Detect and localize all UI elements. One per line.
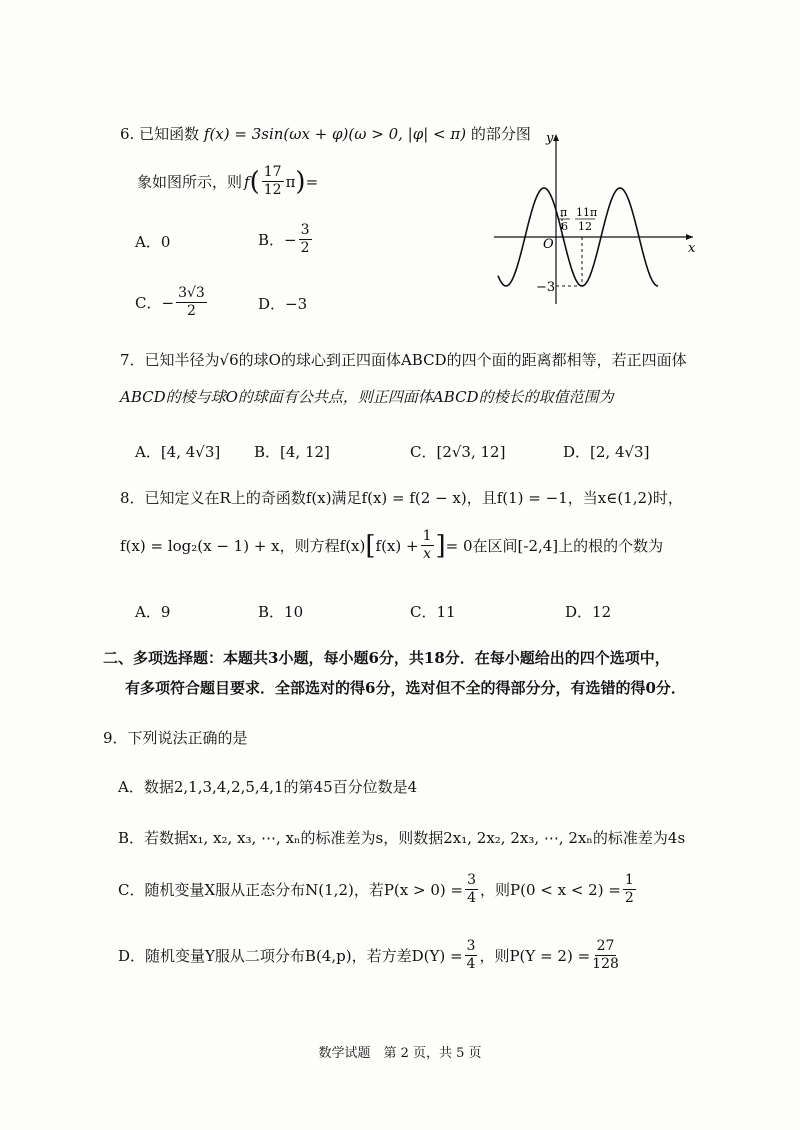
q8-option-d: D．12: [565, 603, 612, 621]
page-footer: 数学试题 第 2 页，共 5 页: [318, 1046, 482, 1061]
q8-stem-line2: f(x) = log₂(x − 1) + x，则方程f(x) [ f(x) + $\frac{1}{x}$ ] = 0在区间[-2,4]上的根的个数为: [120, 528, 664, 562]
section2-heading-line1: 二、多项选择题：本题共3小题，每小题6分，共18分．在每小题给出的四个选项中，: [103, 649, 670, 667]
q9-stem: 9．下列说法正确的是: [103, 729, 248, 747]
pi6-num: π: [560, 206, 568, 219]
y-label: y: [546, 131, 554, 146]
q9-option-c: C．随机变量X服从正态分布N(1,2)，若P(x > 0) = $\frac{3}{4}$ ，则P(0 < x < 2) = $\frac{1}{2}$: [118, 872, 634, 906]
q6-fraction: $\frac{17}{12}$: [263, 164, 282, 198]
q8-option-a: A．9: [135, 603, 171, 621]
q7-option-a: A．[4, 4√3]: [135, 443, 221, 461]
q6-option-b: B． − $\frac{3}{2}$: [258, 222, 310, 256]
q6-option-a: A．0: [135, 233, 171, 251]
q8-option-c: C．11: [410, 603, 456, 621]
x-label: x: [688, 241, 696, 256]
q6-sine-graph: [488, 128, 700, 310]
origin-label: O: [543, 237, 554, 252]
q7-option-d: D．[2, 4√3]: [563, 443, 650, 461]
neg3-label: −3: [536, 280, 556, 295]
q8-option-b: B．10: [258, 603, 304, 621]
q9-option-a: A．数据2,1,3,4,2,5,4,1的第45百分位数是4: [118, 778, 418, 796]
q7-stem-line2: ABCD的棱与球O的球面有公共点，则正四面体ABCD的棱长的取值范围为: [120, 388, 614, 406]
q7-stem-line1: 7．已知半径为√6的球O的球心到正四面体ABCD的四个面的距离都相等，若正四面体: [120, 351, 687, 369]
q6-stem-line2: 象如图所示，则 f ( $\frac{17}{12}$ π ) =: [137, 164, 319, 198]
section2-heading-line2: 有多项符合题目要求．全部选对的得6分，选对但不全的得部分分，有选错的得0分．: [125, 679, 686, 697]
x-axis-arrow: [686, 234, 693, 240]
q6-option-d: D．−3: [258, 295, 308, 313]
pi11-num: 11π: [576, 206, 598, 219]
y-axis-arrow: [553, 134, 559, 141]
q9-option-d: D．随机变量Y服从二项分布B(4,p)，若方差D(Y) = $\frac{3}{4}$ ，则P(Y = 2) = $\frac{27}{128}$: [118, 938, 619, 972]
q7-option-b: B．[4, 12]: [254, 443, 330, 461]
q6-option-c: C． − $\frac{3√3}{2}$: [135, 285, 205, 319]
pi6-den: 6: [561, 220, 568, 233]
q6-stem-line1: 6. 已知函数 f(x) = 3sin(ωx + φ)(ω > 0, |φ| < π) 的部分图: [120, 125, 531, 143]
q9-option-b: B．若数据x₁, x₂, x₃, ⋯, xₙ的标准差为s，则数据2x₁, 2x₂, 2x₃, ⋯, 2xₙ的标准差为4s: [118, 829, 686, 847]
pi11-den: 12: [578, 220, 592, 233]
q7-option-c: C．[2√3, 12]: [410, 443, 506, 461]
q8-stem-line1: 8．已知定义在R上的奇函数f(x)满足f(x) = f(2 − x)，且f(1) = −1，当x∈(1,2)时，: [120, 489, 683, 507]
